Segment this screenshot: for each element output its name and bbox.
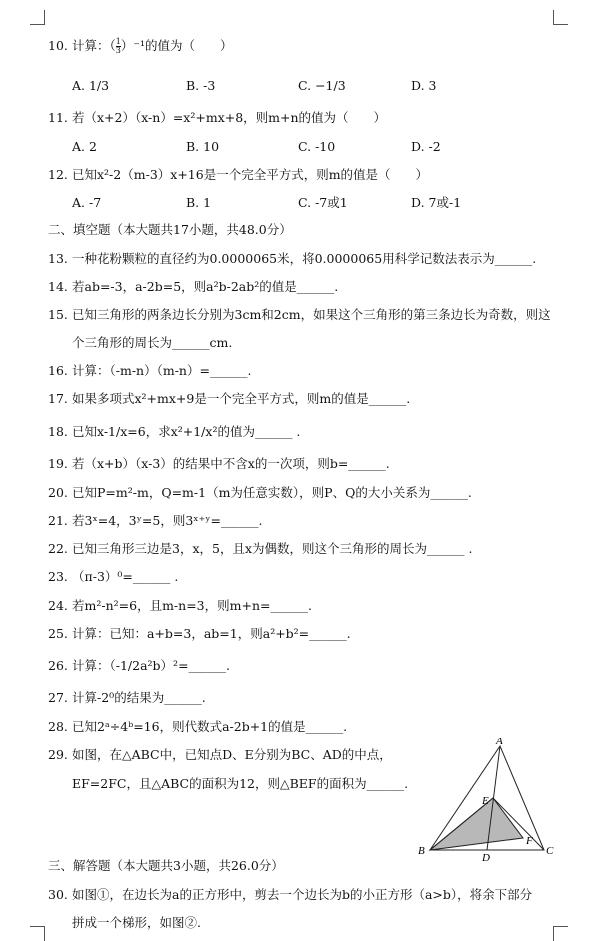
corner-mark bbox=[30, 10, 45, 25]
question-13: 13. 一种花粉颗粒的直径约为0.0000065米，将0.0000065用科学记数法表示为______. bbox=[48, 251, 537, 266]
option-a[interactable]: A. -7 bbox=[72, 195, 102, 210]
label-a: A bbox=[496, 738, 503, 747]
question-11: 11. 若（x+2）（x-n）=x²+mx+8，则m+n的值为（ ） bbox=[48, 110, 387, 125]
corner-mark bbox=[553, 926, 568, 941]
option-b[interactable]: B. 1 bbox=[186, 195, 212, 210]
option-c[interactable]: C. −1/3 bbox=[298, 78, 346, 93]
option-b[interactable]: B. -3 bbox=[186, 78, 216, 93]
section-heading: 二、填空题（本大题共17小题，共48.0分） bbox=[48, 222, 292, 237]
triangle-figure bbox=[416, 738, 556, 862]
question-26: 26. 计算：（-1/2a²b）²=______. bbox=[48, 658, 231, 673]
question-30: 30. 如图①，在边长为a的正方形中，剪去一个边长为b的小正方形（a>b），将余下部分 bbox=[48, 887, 533, 902]
question-30-cont: 拼成一个梯形，如图②. bbox=[72, 915, 201, 930]
question-19: 19. 若（x+b）（x-3）的结果中不含x的一次项，则b=______. bbox=[48, 456, 390, 471]
label-c: C bbox=[546, 845, 554, 857]
question-25: 25. 计算：已知：a+b=3，ab=1，则a²+b²=______. bbox=[48, 626, 351, 641]
section-heading: 三、解答题（本大题共3小题，共26.0分） bbox=[48, 858, 284, 873]
question-23: 23. （π-3）⁰=______ . bbox=[48, 569, 179, 584]
option-a[interactable]: A. 2 bbox=[72, 139, 97, 154]
option-d[interactable]: D. 7或-1 bbox=[411, 195, 462, 210]
fraction: $\frac{1}{3}$ bbox=[115, 37, 121, 55]
question-14: 14. 若ab=-3，a-2b=5，则a²b-2ab²的值是______. bbox=[48, 279, 339, 294]
question-10: 10. 计算：（ $\frac{1}{3}$ ）⁻¹的值为（ ） bbox=[48, 37, 233, 55]
option-b[interactable]: B. 10 bbox=[186, 139, 220, 154]
question-22: 22. 已知三角形三边是3，x，5，且x为偶数，则这个三角形的周长为______ . bbox=[48, 541, 473, 556]
corner-mark bbox=[30, 926, 45, 941]
question-29-cont: EF=2FC，且△ABC的面积为12，则△BEF的面积为______. bbox=[72, 776, 409, 791]
label-d: D bbox=[482, 852, 490, 862]
question-17: 17. 如果多项式x²+mx+9是一个完全平方式，则m的值是______. bbox=[48, 391, 411, 406]
question-28: 28. 已知2ᵃ÷4ᵇ=16，则代数式a-2b+1的值是______. bbox=[48, 719, 348, 734]
question-21: 21. 若3ˣ=4，3ʸ=5，则3ˣ⁺ʸ=______. bbox=[48, 513, 263, 528]
option-d[interactable]: D. 3 bbox=[411, 78, 437, 93]
question-12: 12. 已知x²-2（m-3）x+16是一个完全平方式，则m的值是（ ） bbox=[48, 167, 429, 182]
question-20: 20. 已知P=m²-m，Q=m-1（m为任意实数），则P、Q的大小关系为______. bbox=[48, 485, 472, 500]
option-a[interactable]: A. 1/3 bbox=[72, 78, 110, 93]
question-16: 16. 计算：（-m-n）（m-n）=______. bbox=[48, 363, 252, 378]
option-c[interactable]: C. -10 bbox=[298, 139, 336, 154]
label-e: E bbox=[482, 795, 489, 807]
question-15-cont: 个三角形的周长为______cm. bbox=[72, 335, 233, 350]
question-29: 29. 如图，在△ABC中，已知点D、E分别为BC、AD的中点， bbox=[48, 747, 392, 762]
option-c[interactable]: C. -7或1 bbox=[298, 195, 348, 210]
shaded-triangle-bef bbox=[430, 798, 523, 850]
question-24: 24. 若m²-n²=6，且m-n=3，则m+n=______. bbox=[48, 598, 312, 613]
corner-mark bbox=[553, 10, 568, 25]
question-27: 27. 计算-2⁰的结果为______. bbox=[48, 690, 206, 705]
question-15: 15. 已知三角形的两条边长分别为3cm和2cm，如果这个三角形的第三条边长为奇数，则这 bbox=[48, 307, 551, 322]
option-d[interactable]: D. -2 bbox=[411, 139, 441, 154]
label-f: F bbox=[526, 835, 533, 847]
question-18: 18. 已知x-1/x=6，求x²+1/x²的值为______ . bbox=[48, 424, 301, 439]
label-b: B bbox=[418, 845, 425, 857]
